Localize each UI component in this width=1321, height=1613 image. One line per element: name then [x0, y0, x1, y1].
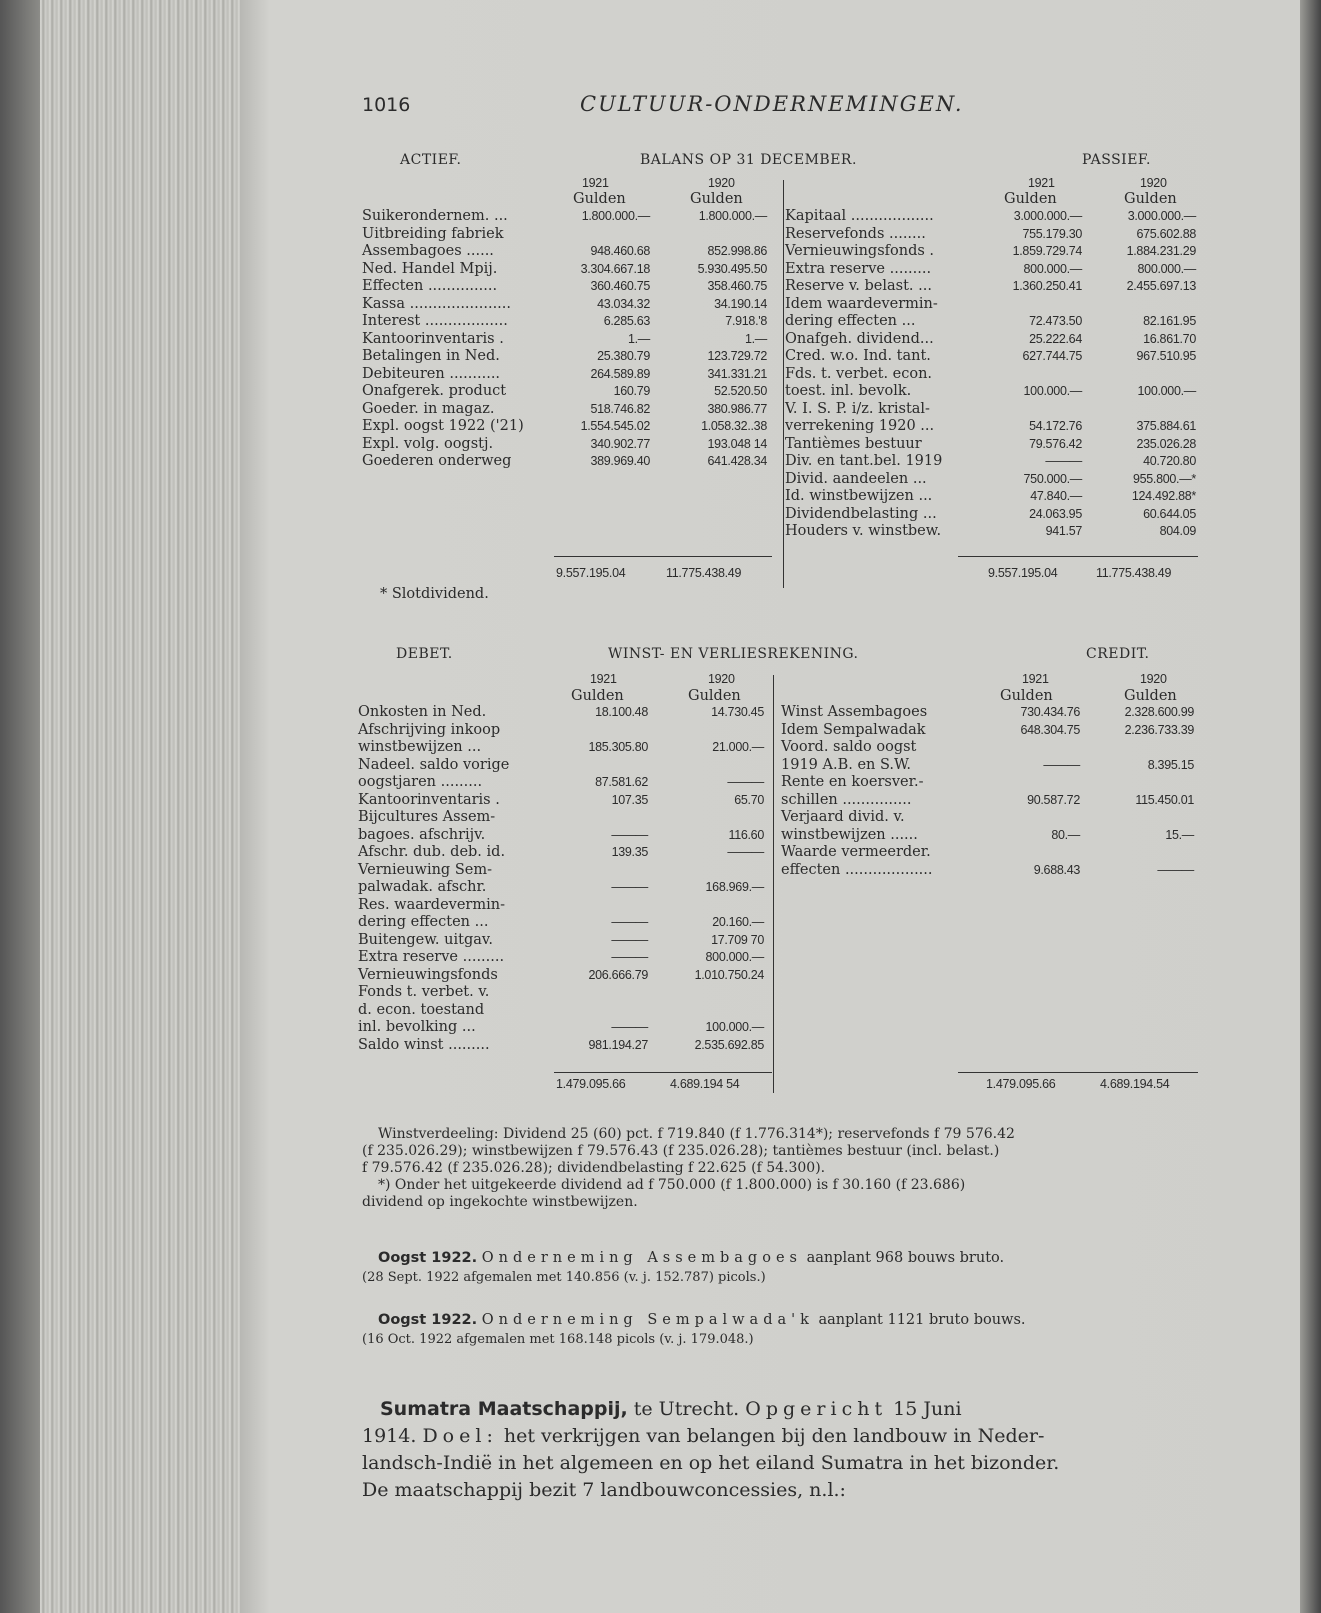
- passief-row-label: dering effecten ...: [785, 313, 916, 329]
- debet-row-label: d. econ. toestand: [358, 1001, 485, 1018]
- winst-divider: [773, 675, 774, 1093]
- actief-row-value-1920: 852.998.86: [707, 244, 767, 258]
- page-number: 1016: [362, 94, 411, 116]
- actief-row-label: Expl. oogst 1922 ('21): [362, 418, 524, 434]
- credit-row-value-1920: 2.236.733.39: [1124, 722, 1194, 737]
- passief-row-value-1920: 124.492.88*: [1131, 489, 1196, 503]
- credit-row-label: schillen ...............: [781, 791, 912, 808]
- debet-row-value-1921: 185.305.80: [588, 740, 648, 754]
- oogst-assembagoes-onderneming: Onderneming Assembagoes: [481, 1250, 802, 1266]
- slotdividend-footnote: * Slotdividend.: [380, 586, 489, 602]
- debet-row-label: Extra reserve .........: [358, 949, 505, 965]
- debet-row-value-1920: 17.709 70: [711, 932, 764, 947]
- debet-row-label: dering effecten ...: [358, 914, 489, 930]
- passief-row-label: Vernieuwingsfonds .: [785, 243, 935, 259]
- oogst-sempalwadak-label: Oogst 1922.: [378, 1312, 478, 1328]
- winst-credit-unit-2: Gulden: [1124, 688, 1177, 704]
- sumatra-line-1: [380, 1398, 962, 1420]
- actief-row-value-1920: 380.986.77: [707, 401, 767, 416]
- actief-row-value-1921: 518.746.82: [590, 401, 650, 416]
- actief-row-value-1920: 52.520.50: [714, 384, 767, 398]
- passief-row-label: Idem waardevermin-: [785, 295, 938, 312]
- passief-row-value-1921: 24.063.95: [1029, 506, 1082, 521]
- actief-row-value-1921: 3.304.667.18: [580, 261, 650, 276]
- passief-row-label: Cred. w.o. Ind. tant.: [785, 348, 931, 364]
- debet-row-value-1920: 20.160.—: [712, 915, 764, 929]
- passief-row-value-1920: 804.09: [1159, 524, 1196, 538]
- oogst-assembagoes: [378, 1250, 1004, 1266]
- credit-row-value-1921: 648.304.75: [1020, 722, 1080, 737]
- winst-right-total-1921: 1.479.095.66: [986, 1077, 1056, 1091]
- passief-row-label: toest. inl. bevolk.: [785, 383, 912, 399]
- credit-row-label: Voord. saldo oogst: [781, 739, 917, 755]
- winst-right-total-1920: 4.689.194.54: [1100, 1077, 1170, 1091]
- debet-row-label: Bijcultures Assem-: [358, 809, 496, 825]
- actief-row-value-1921: 264.589.89: [590, 366, 650, 381]
- credit-row-label: Idem Sempalwadak: [781, 721, 926, 738]
- page-right-shadow: [1300, 0, 1321, 1613]
- actief-row-value-1921: 948.460.68: [590, 244, 650, 258]
- winst-debet-year-1920: 1920: [708, 672, 735, 686]
- actief-row-value-1920: 123.729.72: [707, 349, 767, 363]
- passief-row-value-1921: 627.744.75: [1022, 349, 1082, 363]
- credit-row-value-1921: ———: [1043, 757, 1080, 772]
- winst-title: WINST- EN VERLIESREKENING.: [608, 646, 859, 662]
- passief-row-value-1921: 47.840.—: [1030, 489, 1082, 503]
- actief-row-value-1920: 34.190.14: [714, 296, 767, 311]
- balans-passief-year-1920: 1920: [1140, 176, 1167, 190]
- passief-row-value-1920: 955.800.—*: [1132, 471, 1196, 486]
- passief-row-value-1920: 82.161.95: [1143, 314, 1196, 328]
- balans-left-total-1920: 11.775.438.49: [666, 566, 742, 580]
- actief-row-label: Kantoorinventaris .: [362, 330, 504, 347]
- oogst-sempalwadak-onderneming: Onderneming Sempalwada'k: [481, 1312, 814, 1328]
- winst-credit-year-1920: 1920: [1140, 672, 1167, 686]
- winst-debet-unit-1: Gulden: [571, 688, 624, 704]
- sumatra-line-3: landsch-Indië in het algemeen en op het eiland Sumatra in het bizonder.: [362, 1452, 1060, 1474]
- passief-row-value-1921: 750.000.—: [1023, 471, 1082, 486]
- passief-row-label: Reserve v. belast. ...: [785, 278, 932, 294]
- credit-row-value-1921: 80.—: [1051, 827, 1080, 842]
- sumatra-date: 15 Juni: [893, 1398, 962, 1420]
- passief-row-label: Dividendbelasting ...: [785, 505, 937, 522]
- actief-row-value-1920: 341.331.21: [707, 366, 767, 381]
- winstverdeeling-line-1: Winstverdeeling: Dividend 25 (60) pct. f 719.840 (f 1.776.314*); reservefonds f 79 576.42: [378, 1126, 1015, 1142]
- credit-row-value-1920: 15.—: [1165, 827, 1194, 842]
- passief-row-value-1920: 100.000.—: [1137, 384, 1196, 398]
- debet-row-value-1920: 100.000.—: [705, 1020, 764, 1034]
- passief-row-value-1920: 675.602.88: [1136, 226, 1196, 241]
- debet-row-value-1920: 14.730.45: [711, 705, 764, 719]
- credit-row-value-1921: 730.434.76: [1020, 705, 1080, 719]
- sumatra-name: Sumatra Maatschappij,: [380, 1398, 628, 1420]
- winst-credit-heading: CREDIT.: [1086, 646, 1150, 662]
- passief-row-label: Tantièmes bestuur: [785, 435, 922, 452]
- winstverdeeling-line-2: (f 235.026.29); winstbewijzen f 79.576.43 (f 235.026.28); tantièmes bestuur (incl. belast.): [362, 1143, 1000, 1159]
- actief-row-label: Suikerondernem. ...: [362, 208, 508, 224]
- balans-left-total-rule: [554, 556, 772, 557]
- actief-row-value-1921: 1.554.545.02: [580, 419, 650, 433]
- passief-row-value-1921: ———: [1045, 454, 1082, 468]
- actief-row-value-1921: 360.460.75: [590, 279, 650, 293]
- balans-actief-unit-1: Gulden: [573, 191, 626, 207]
- actief-row-value-1921: 25.380.79: [597, 349, 650, 363]
- passief-row-value-1920: 967.510.95: [1136, 349, 1196, 363]
- debet-row-value-1920: 65.70: [734, 792, 764, 807]
- credit-row-value-1920: 2.328.600.99: [1124, 705, 1194, 719]
- credit-row-value-1921: 9.688.43: [1033, 862, 1080, 877]
- debet-row-value-1920: 800.000.—: [705, 950, 764, 964]
- debet-row-value-1921: 18.100.48: [595, 705, 648, 719]
- balans-right-total-rule: [958, 556, 1198, 557]
- debet-row-label: Afschrijving inkoop: [358, 721, 501, 738]
- balans-right-total-1920: 11.775.438.49: [1096, 566, 1172, 580]
- passief-row-value-1921: 1.859.729.74: [1012, 244, 1082, 258]
- debet-row-label: bagoes. afschrijv.: [358, 826, 486, 843]
- debet-row-value-1920: 21.000.—: [712, 740, 764, 754]
- balans-divider: [783, 180, 784, 588]
- passief-row-value-1920: 60.644.05: [1143, 506, 1196, 521]
- balans-actief-heading: ACTIEF.: [400, 152, 462, 168]
- passief-row-label: Div. en tant.bel. 1919: [785, 453, 943, 469]
- actief-row-value-1921: 160.79: [613, 384, 650, 398]
- passief-row-value-1921: 72.473.50: [1029, 314, 1082, 328]
- debet-row-label: Vernieuwingsfonds: [358, 966, 498, 983]
- debet-row-label: Fonds t. verbet. v.: [358, 984, 490, 1000]
- passief-row-value-1921: 800.000.—: [1023, 261, 1082, 276]
- passief-row-value-1921: 25.222.64: [1029, 331, 1082, 346]
- balans-actief-year-1920: 1920: [708, 176, 735, 190]
- debet-row-value-1920: 168.969.—: [705, 880, 764, 894]
- actief-row-value-1920: 7.918.'8: [725, 314, 767, 328]
- passief-row-label: V. I. S. P. i/z. kristal-: [785, 400, 930, 417]
- credit-row-value-1920: ———: [1157, 862, 1194, 877]
- actief-row-label: Ned. Handel Mpij.: [362, 260, 498, 277]
- actief-row-label: Assembagoes ......: [362, 243, 494, 259]
- winst-credit-unit-1: Gulden: [1000, 688, 1053, 704]
- sumatra-line-4: De maatschappij bezit 7 landbouwconcessies, n.l.:: [362, 1479, 846, 1501]
- passief-row-value-1920: 800.000.—: [1137, 261, 1196, 276]
- passief-row-value-1921: 755.179.30: [1022, 226, 1082, 241]
- debet-row-label: palwadak. afschr.: [358, 879, 487, 895]
- sumatra-line-2: [362, 1425, 1044, 1447]
- actief-row-label: Interest ..................: [362, 313, 508, 329]
- passief-row-value-1920: 40.720.80: [1143, 454, 1196, 468]
- oogst-assembagoes-sub: (28 Sept. 1922 afgemalen met 140.856 (v. j. 152.787) picols.): [362, 1270, 766, 1285]
- winst-debet-heading: DEBET.: [396, 646, 453, 662]
- winst-right-total-rule: [958, 1072, 1198, 1073]
- passief-row-value-1920: 16.861.70: [1143, 331, 1196, 346]
- passief-row-label: Fds. t. verbet. econ.: [785, 365, 933, 382]
- balans-passief-unit-1: Gulden: [1004, 191, 1057, 207]
- actief-row-label: Effecten ...............: [362, 278, 498, 294]
- balans-passief-heading: PASSIEF.: [1082, 152, 1151, 168]
- debet-row-label: oogstjaren .........: [358, 774, 483, 790]
- debet-row-value-1920: ———: [727, 845, 764, 859]
- debet-row-label: Res. waardevermin-: [358, 896, 505, 913]
- debet-row-value-1921: ———: [611, 915, 648, 929]
- balans-actief-unit-2: Gulden: [690, 191, 743, 207]
- winstverdeeling-line-3: f 79.576.42 (f 235.026.28); dividendbelasting f 22.625 (f 54.300).: [362, 1160, 826, 1176]
- passief-row-value-1920: 235.026.28: [1136, 436, 1196, 451]
- credit-row-label: Winst Assembagoes: [781, 704, 928, 720]
- debet-row-label: Afschr. dub. deb. id.: [358, 844, 506, 860]
- actief-row-value-1920: 1.058.32..38: [701, 419, 767, 433]
- credit-row-label: 1919 A.B. en S.W.: [781, 756, 911, 773]
- passief-row-label: Houders v. winstbew.: [785, 523, 942, 539]
- debet-row-value-1921: 107.35: [611, 792, 648, 807]
- debet-row-label: Onkosten in Ned.: [358, 704, 487, 720]
- debet-row-label: Kantoorinventaris .: [358, 791, 500, 808]
- oogst-assembagoes-aanplant: aanplant 968 bouws bruto.: [806, 1250, 1005, 1266]
- debet-row-value-1921: ———: [611, 827, 648, 842]
- book-spine-shadow: [0, 0, 40, 1613]
- actief-row-value-1920: 358.460.75: [707, 279, 767, 293]
- debet-row-value-1920: 116.60: [728, 827, 764, 842]
- debet-row-label: winstbewijzen ...: [358, 739, 482, 755]
- credit-row-label: effecten ...................: [781, 861, 933, 878]
- passief-row-label: verrekening 1920 ...: [785, 418, 935, 434]
- actief-row-value-1921: 1.—: [627, 331, 650, 346]
- credit-row-value-1920: 8.395.15: [1147, 757, 1194, 772]
- debet-row-value-1921: ———: [611, 880, 648, 894]
- running-title: CULTUUR-ONDERNEMINGEN.: [580, 92, 964, 116]
- passief-row-value-1921: 3.000.000.—: [1013, 209, 1082, 223]
- actief-row-label: Betalingen in Ned.: [362, 348, 500, 364]
- actief-row-label: Uitbreiding fabriek: [362, 225, 504, 242]
- credit-row-label: Rente en koersver.-: [781, 774, 924, 790]
- sumatra-year: 1914.: [362, 1425, 417, 1447]
- winst-debet-year-1921: 1921: [590, 672, 617, 686]
- passief-row-value-1920: 375.884.61: [1136, 419, 1196, 433]
- credit-row-value-1921: 90.587.72: [1027, 792, 1080, 807]
- debet-row-value-1920: 2.535.692.85: [694, 1037, 764, 1052]
- balans-left-total-1921: 9.557.195.04: [556, 566, 626, 580]
- actief-row-label: Goeder. in magaz.: [362, 400, 495, 417]
- actief-row-label: Goederen onderweg: [362, 453, 512, 469]
- actief-row-label: Onafgerek. product: [362, 383, 507, 399]
- oogst-sempalwadak: [378, 1312, 1026, 1328]
- debet-row-label: Vernieuwing Sem-: [358, 861, 492, 878]
- balans-title: BALANS OP 31 DECEMBER.: [640, 152, 857, 168]
- passief-row-value-1921: 941.57: [1045, 524, 1082, 538]
- passief-row-value-1921: 100.000.—: [1023, 384, 1082, 398]
- actief-row-value-1921: 43.034.32: [597, 296, 650, 311]
- passief-row-value-1921: 79.576.42: [1029, 436, 1082, 451]
- oogst-assembagoes-label: Oogst 1922.: [378, 1250, 478, 1266]
- actief-row-value-1920: 5.930.495.50: [697, 261, 767, 276]
- debet-row-label: inl. bevolking ...: [358, 1019, 476, 1035]
- passief-row-value-1921: 54.172.76: [1029, 419, 1082, 433]
- passief-row-value-1920: 2.455.697.13: [1126, 279, 1196, 293]
- passief-row-label: Divid. aandeelen ...: [785, 470, 927, 487]
- passief-row-label: Kapitaal ..................: [785, 208, 934, 224]
- actief-row-value-1921: 389.969.40: [590, 454, 650, 468]
- actief-row-value-1920: 641.428.34: [707, 454, 767, 468]
- passief-row-label: Extra reserve .........: [785, 260, 932, 277]
- balans-actief-year-1921: 1921: [582, 176, 609, 190]
- actief-row-value-1921: 1.800.000.—: [581, 209, 650, 223]
- credit-row-value-1920: 115.450.01: [1135, 792, 1194, 807]
- winst-left-total-1921: 1.479.095.66: [556, 1077, 626, 1091]
- winst-left-total-rule: [554, 1072, 772, 1073]
- oogst-sempalwadak-sub: (16 Oct. 1922 afgemalen met 168.148 picols (v. j. 179.048.): [362, 1332, 754, 1347]
- credit-row-label: winstbewijzen ......: [781, 826, 918, 843]
- winst-credit-year-1921: 1921: [1022, 672, 1049, 686]
- sumatra-doel-text: het verkrijgen van belangen bij den landbouw in Neder-: [503, 1425, 1045, 1447]
- passief-row-value-1921: 1.360.250.41: [1012, 279, 1082, 293]
- sumatra-location: te Utrecht.: [633, 1398, 740, 1420]
- actief-row-label: Expl. volg. oogstj.: [362, 435, 494, 452]
- debet-row-value-1921: 87.581.62: [595, 775, 648, 789]
- balans-passief-year-1921: 1921: [1028, 176, 1055, 190]
- passief-row-label: Onafgeh. dividend...: [785, 330, 934, 347]
- debet-row-label: Nadeel. saldo vorige: [358, 756, 510, 773]
- winstverdeeling-footnote-cont: dividend op ingekochte winstbewijzen.: [362, 1194, 638, 1210]
- winstverdeeling-footnote: *) Onder het uitgekeerde dividend ad f 750.000 (f 1.800.000) is f 30.160 (f 23.686): [378, 1177, 966, 1193]
- actief-row-value-1921: 6.285.63: [603, 314, 650, 328]
- sumatra-doel-label: Doel:: [422, 1425, 498, 1447]
- actief-row-value-1920: 1.—: [744, 331, 767, 346]
- passief-row-label: Reservefonds ........: [785, 225, 926, 242]
- winst-debet-unit-2: Gulden: [688, 688, 741, 704]
- passief-row-value-1920: 3.000.000.—: [1127, 209, 1196, 223]
- balans-passief-unit-2: Gulden: [1124, 191, 1177, 207]
- actief-row-label: Debiteuren ...........: [362, 365, 501, 382]
- debet-row-value-1920: ———: [727, 775, 764, 789]
- actief-row-value-1920: 193.048 14: [707, 436, 767, 451]
- debet-row-value-1920: 1.010.750.24: [694, 967, 764, 982]
- sumatra-opgericht-label: Opgericht: [745, 1398, 888, 1420]
- debet-row-value-1921: ———: [611, 932, 648, 947]
- debet-row-value-1921: ———: [611, 1020, 648, 1034]
- debet-row-value-1921: 981.194.27: [588, 1037, 648, 1052]
- passief-row-label: Id. winstbewijzen ...: [785, 488, 933, 504]
- oogst-sempalwadak-aanplant: aanplant 1121 bruto bouws.: [818, 1312, 1026, 1328]
- passief-row-value-1920: 1.884.231.29: [1126, 244, 1196, 258]
- debet-row-label: Saldo winst .........: [358, 1036, 490, 1053]
- credit-row-label: Waarde vermeerder.: [781, 844, 931, 860]
- debet-row-label: Buitengew. uitgav.: [358, 931, 493, 948]
- winst-left-total-1920: 4.689.194 54: [670, 1077, 740, 1091]
- actief-row-value-1921: 340.902.77: [590, 436, 650, 451]
- actief-row-label: Kassa ......................: [362, 295, 512, 312]
- debet-row-value-1921: ———: [611, 950, 648, 964]
- credit-row-label: Verjaard divid. v.: [781, 809, 905, 825]
- balans-right-total-1921: 9.557.195.04: [988, 566, 1058, 580]
- debet-row-value-1921: 139.35: [611, 845, 648, 859]
- debet-row-value-1921: 206.666.79: [588, 967, 648, 982]
- actief-row-value-1920: 1.800.000.—: [698, 209, 767, 223]
